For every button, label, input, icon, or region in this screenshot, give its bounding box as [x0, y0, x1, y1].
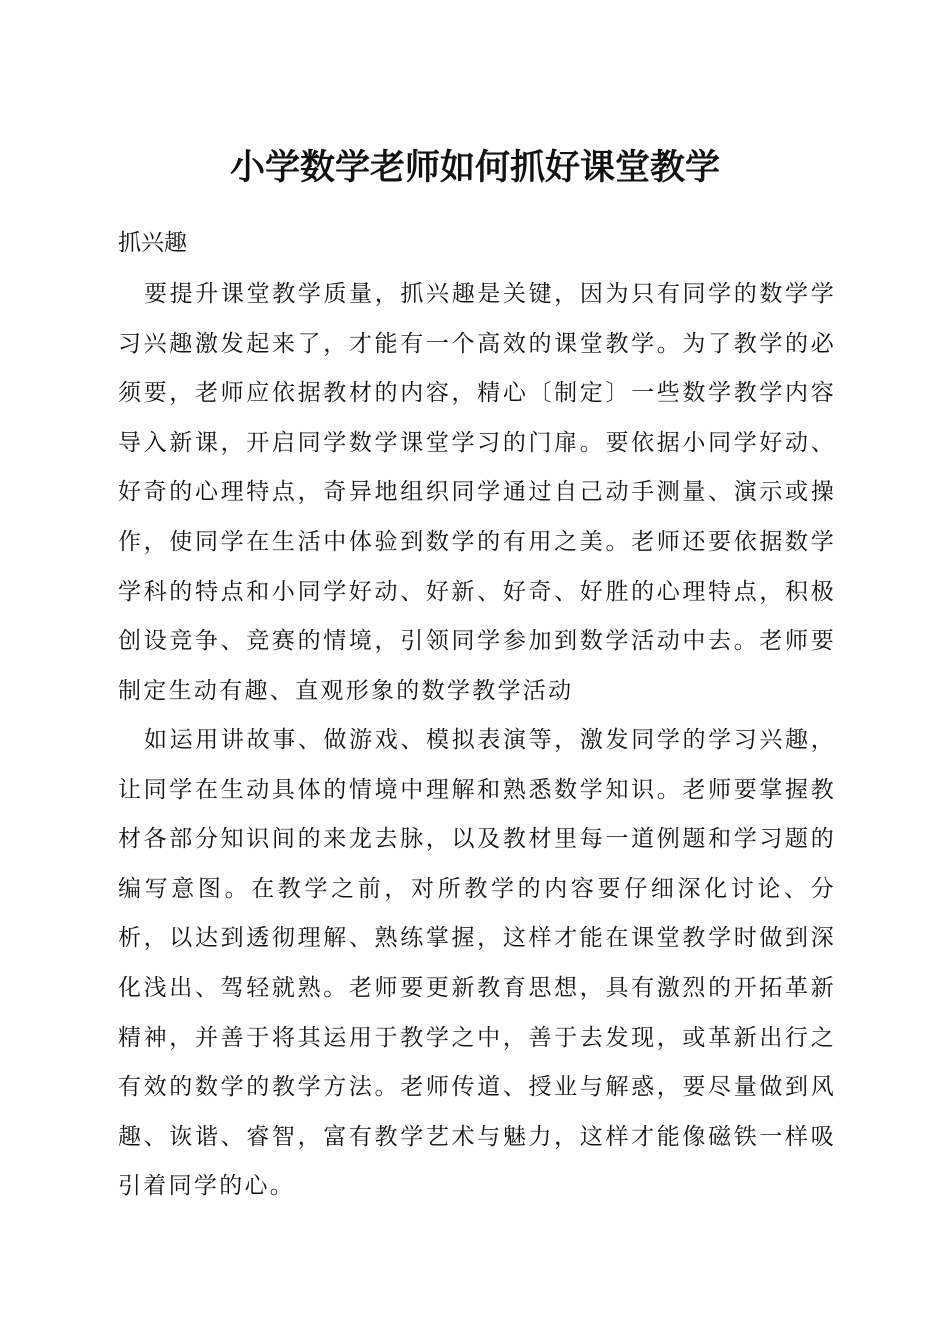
- document-title: 小学数学老师如何抓好课堂教学: [229, 147, 720, 188]
- paragraph-2: 如运用讲故事、做游戏、模拟表演等，激发同学的学习兴趣，让同学在生动具体的情境中理解和熟悉数学知识。老师要掌握教材各部分知识间的来龙去脉，以及教材里每一道例题和学习题的编写意图。在教学之前，对所教学的内容要仔细深化讨论、分析，以达到透彻理解、熟练掌握，这样才能在课堂教学时做到深化浅出、驾轻就熟。老师要更新教育思想，具有激烈的开拓革新精神，并善于将其运用于教学之中，善于去发现，或革新出行之有效的数学的教学方法。老师传道、授业与解惑，要尽量做到风趣、诙谐、睿智，富有教学艺术与魅力，这样才能像磁铁一样吸引着同学的心。: [118, 727, 836, 1200]
- section-heading: 抓兴趣: [118, 230, 187, 256]
- paragraph-1: 要提升课堂教学质量，抓兴趣是关键，因为只有同学的数学学习兴趣激发起来了，才能有一个高效的课堂教学。为了教学的必须要，老师应依据教材的内容，精心〔制定〕一些数学教学内容导入新课，开启同学数学课堂学习的门扉。要依据小同学好动、好奇的心理特点，奇异地组织同学通过自己动手测量、演示或操作，使同学在生活中体验到数学的有用之美。老师还要依据数学学科的特点和小同学好动、好新、好奇、好胜的心理特点，积极创设竞争、竞赛的情境，引领同学参加到数学活动中去。老师要制定生动有趣、直观形象的数学教学活动: [118, 281, 836, 704]
